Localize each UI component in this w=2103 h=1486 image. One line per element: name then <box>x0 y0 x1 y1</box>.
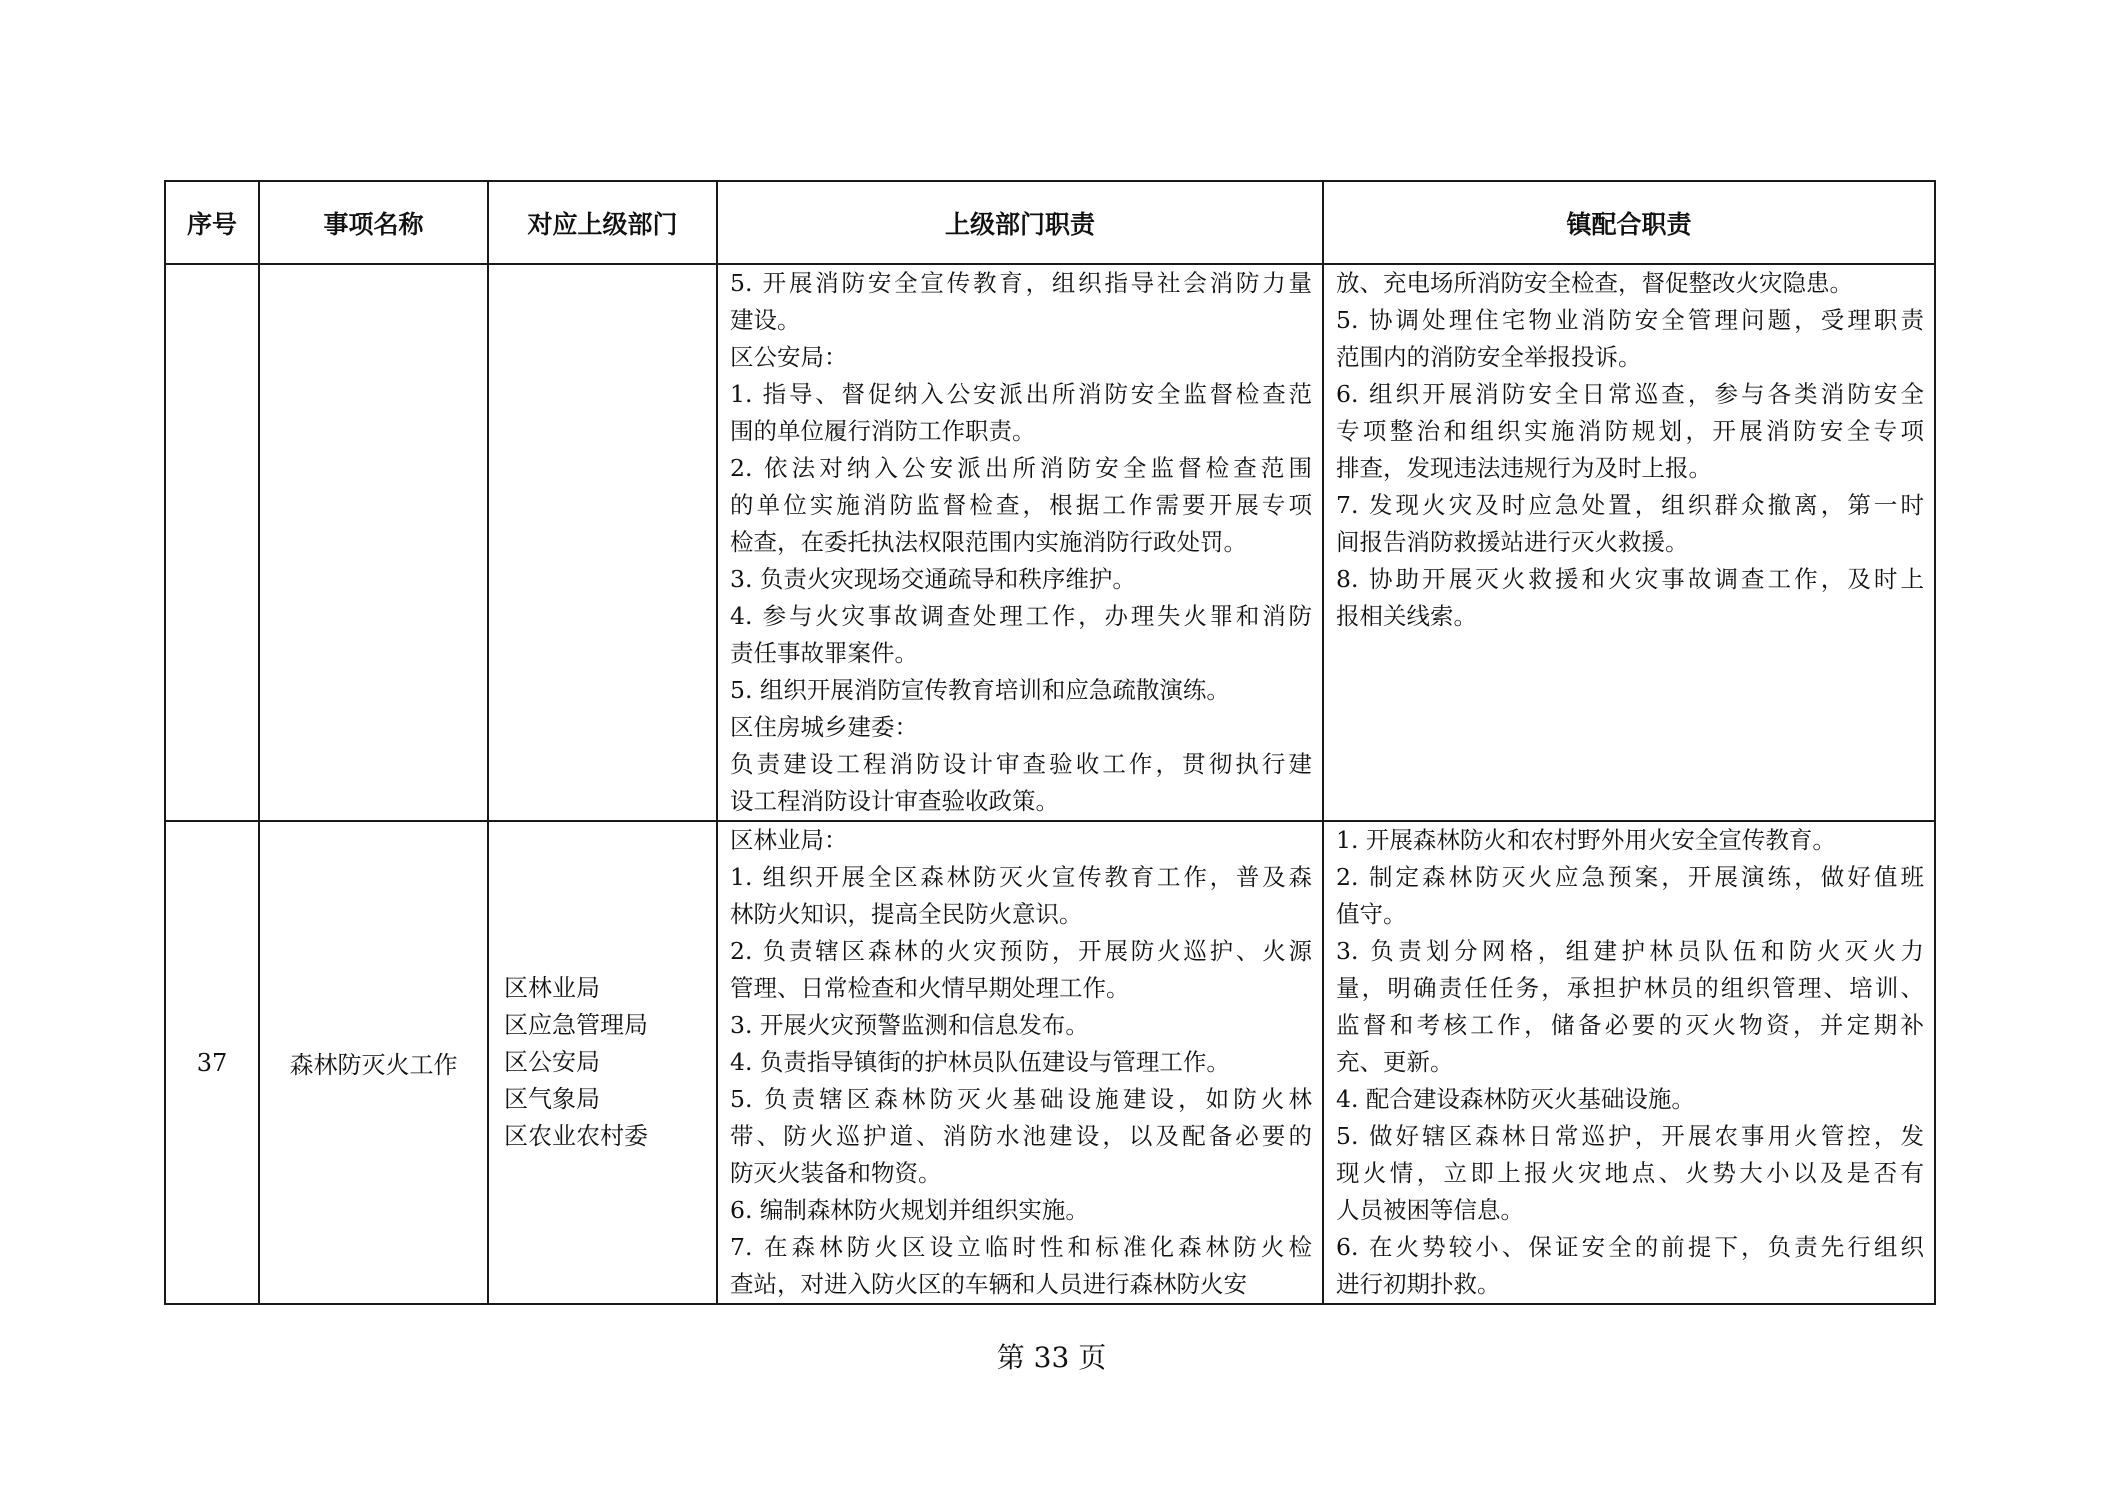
upper-duties-cell <box>717 821 1323 1304</box>
duty-line: 5. 协调处理住宅物业消防安全管理问题，受理职责 <box>1336 306 1924 334</box>
duty-line: 设工程消防设计审查验收政策。 <box>730 787 1059 815</box>
item-name-cell <box>259 264 488 821</box>
duty-line: 的单位实施消防监督检查，根据工作需要开展专项 <box>730 491 1312 519</box>
duty-line: 排查，发现违法违规行为及时上报。 <box>1336 454 1712 482</box>
duty-line: 放、充电场所消防安全检查，督促整改火灾隐患。 <box>1336 269 1853 297</box>
duty-line: 量，明确责任任务，承担护林员的组织管理、培训、 <box>1336 974 1924 1002</box>
duty-line: 查站，对进入防火区的车辆和人员进行森林防火安 <box>730 1270 1247 1298</box>
table-row <box>165 264 1935 821</box>
duty-line: 1. 指导、督促纳入公安派出所消防安全监督检查范 <box>730 380 1312 408</box>
duty-line: 7. 发现火灾及时应急处置，组织群众撤离，第一时 <box>1336 491 1924 519</box>
duty-line: 6. 组织开展消防安全日常巡查，参与各类消防安全 <box>1336 380 1924 408</box>
duties-table <box>164 180 1936 1305</box>
duty-line: 2. 制定森林防灭火应急预案，开展演练，做好值班 <box>1336 863 1924 891</box>
duty-line: 4. 负责指导镇街的护林员队伍建设与管理工作。 <box>730 1048 1230 1076</box>
duty-line: 进行初期扑救。 <box>1336 1270 1501 1298</box>
department-name: 区农业农村委 <box>504 1122 648 1150</box>
departments-cell <box>488 264 717 821</box>
duty-line: 3. 负责划分网格，组建护林员队伍和防火灭火力 <box>1336 937 1924 965</box>
town-duties-cell <box>1323 264 1935 821</box>
department-name: 区林业局 <box>504 974 600 1002</box>
table-row <box>165 821 1935 1304</box>
duty-line: 2. 依法对纳入公安派出所消防安全监督检查范围 <box>730 454 1312 482</box>
duty-line: 1. 组织开展全区森林防灭火宣传教育工作，普及森 <box>730 863 1312 891</box>
table-header <box>165 181 1935 264</box>
duty-line: 5. 组织开展消防宣传教育培训和应急疏散演练。 <box>730 676 1230 704</box>
row-number-cell: 37 <box>165 821 259 1304</box>
duty-line: 4. 配合建设森林防灭火基础设施。 <box>1336 1085 1695 1113</box>
upper-duties-cell <box>717 264 1323 821</box>
duty-line: 5. 负责辖区森林防灭火基础设施建设，如防火林 <box>730 1085 1312 1113</box>
duty-line: 管理、日常检查和火情早期处理工作。 <box>730 974 1130 1002</box>
page-number: 第 33 页 <box>996 1341 1107 1374</box>
duty-line: 报相关线索。 <box>1336 602 1477 630</box>
duty-line: 充、更新。 <box>1336 1048 1454 1076</box>
header-upper-department: 对应上级部门 <box>488 181 717 264</box>
duty-line: 5. 做好辖区森林日常巡护，开展农事用火管控，发 <box>1336 1122 1924 1150</box>
duty-line: 专项整治和组织实施消防规划，开展消防安全专项 <box>1336 417 1924 445</box>
duty-line: 5. 开展消防安全宣传教育，组织指导社会消防力量 <box>730 269 1312 297</box>
duty-line: 2. 负责辖区森林的火灾预防，开展防火巡护、火源 <box>730 937 1312 965</box>
duty-line: 人员被困等信息。 <box>1336 1196 1524 1224</box>
duty-line: 区林业局： <box>730 826 848 854</box>
duty-line: 6. 编制森林防火规划并组织实施。 <box>730 1196 1089 1224</box>
row-number-cell <box>165 264 259 821</box>
duty-line: 带、防火巡护道、消防水池建设，以及配备必要的 <box>730 1122 1312 1150</box>
departments-cell <box>488 821 717 1304</box>
duty-line: 围的单位履行消防工作职责。 <box>730 417 1036 445</box>
duty-line: 1. 开展森林防火和农村野外用火安全宣传教育。 <box>1336 826 1836 854</box>
duty-line: 检查，在委托执法权限范围内实施消防行政处罚。 <box>730 528 1247 556</box>
department-name: 区气象局 <box>504 1085 600 1113</box>
duty-line: 区公安局： <box>730 343 848 371</box>
duty-line: 林防火知识，提高全民防火意识。 <box>730 900 1083 928</box>
item-name-cell: 森林防灭火工作 <box>259 821 488 1304</box>
duty-line: 8. 协助开展灭火救援和火灾事故调查工作，及时上 <box>1336 565 1924 593</box>
duty-line: 防灭火装备和物资。 <box>730 1159 942 1187</box>
header-town-duties: 镇配合职责 <box>1323 181 1935 264</box>
duty-line: 建设。 <box>730 306 801 334</box>
duty-line: 监督和考核工作，储备必要的灭火物资，并定期补 <box>1336 1011 1924 1039</box>
duty-line: 现火情，立即上报火灾地点、火势大小以及是否有 <box>1336 1159 1924 1187</box>
duty-line: 区住房城乡建委： <box>730 713 918 741</box>
header-item-name: 事项名称 <box>259 181 488 264</box>
duty-line: 3. 开展火灾预警监测和信息发布。 <box>730 1011 1089 1039</box>
header-row <box>165 181 1935 264</box>
duty-line: 责任事故罪案件。 <box>730 639 918 667</box>
header-serial-number: 序号 <box>165 181 259 264</box>
duty-line: 6. 在火势较小、保证安全的前提下，负责先行组织 <box>1336 1233 1924 1261</box>
department-name: 区应急管理局 <box>504 1011 648 1039</box>
department-name: 区公安局 <box>504 1048 600 1076</box>
duty-line: 4. 参与火灾事故调查处理工作，办理失火罪和消防 <box>730 602 1312 630</box>
duty-line: 值守。 <box>1336 900 1407 928</box>
town-duties-cell <box>1323 821 1935 1304</box>
header-upper-duties: 上级部门职责 <box>717 181 1323 264</box>
duty-line: 间报告消防救援站进行灭火救援。 <box>1336 528 1689 556</box>
duty-line: 7. 在森林防火区设立临时性和标准化森林防火检 <box>730 1233 1312 1261</box>
duty-line: 3. 负责火灾现场交通疏导和秩序维护。 <box>730 565 1136 593</box>
duty-line: 负责建设工程消防设计审查验收工作，贯彻执行建 <box>730 750 1312 778</box>
duty-line: 范围内的消防安全举报投诉。 <box>1336 343 1642 371</box>
